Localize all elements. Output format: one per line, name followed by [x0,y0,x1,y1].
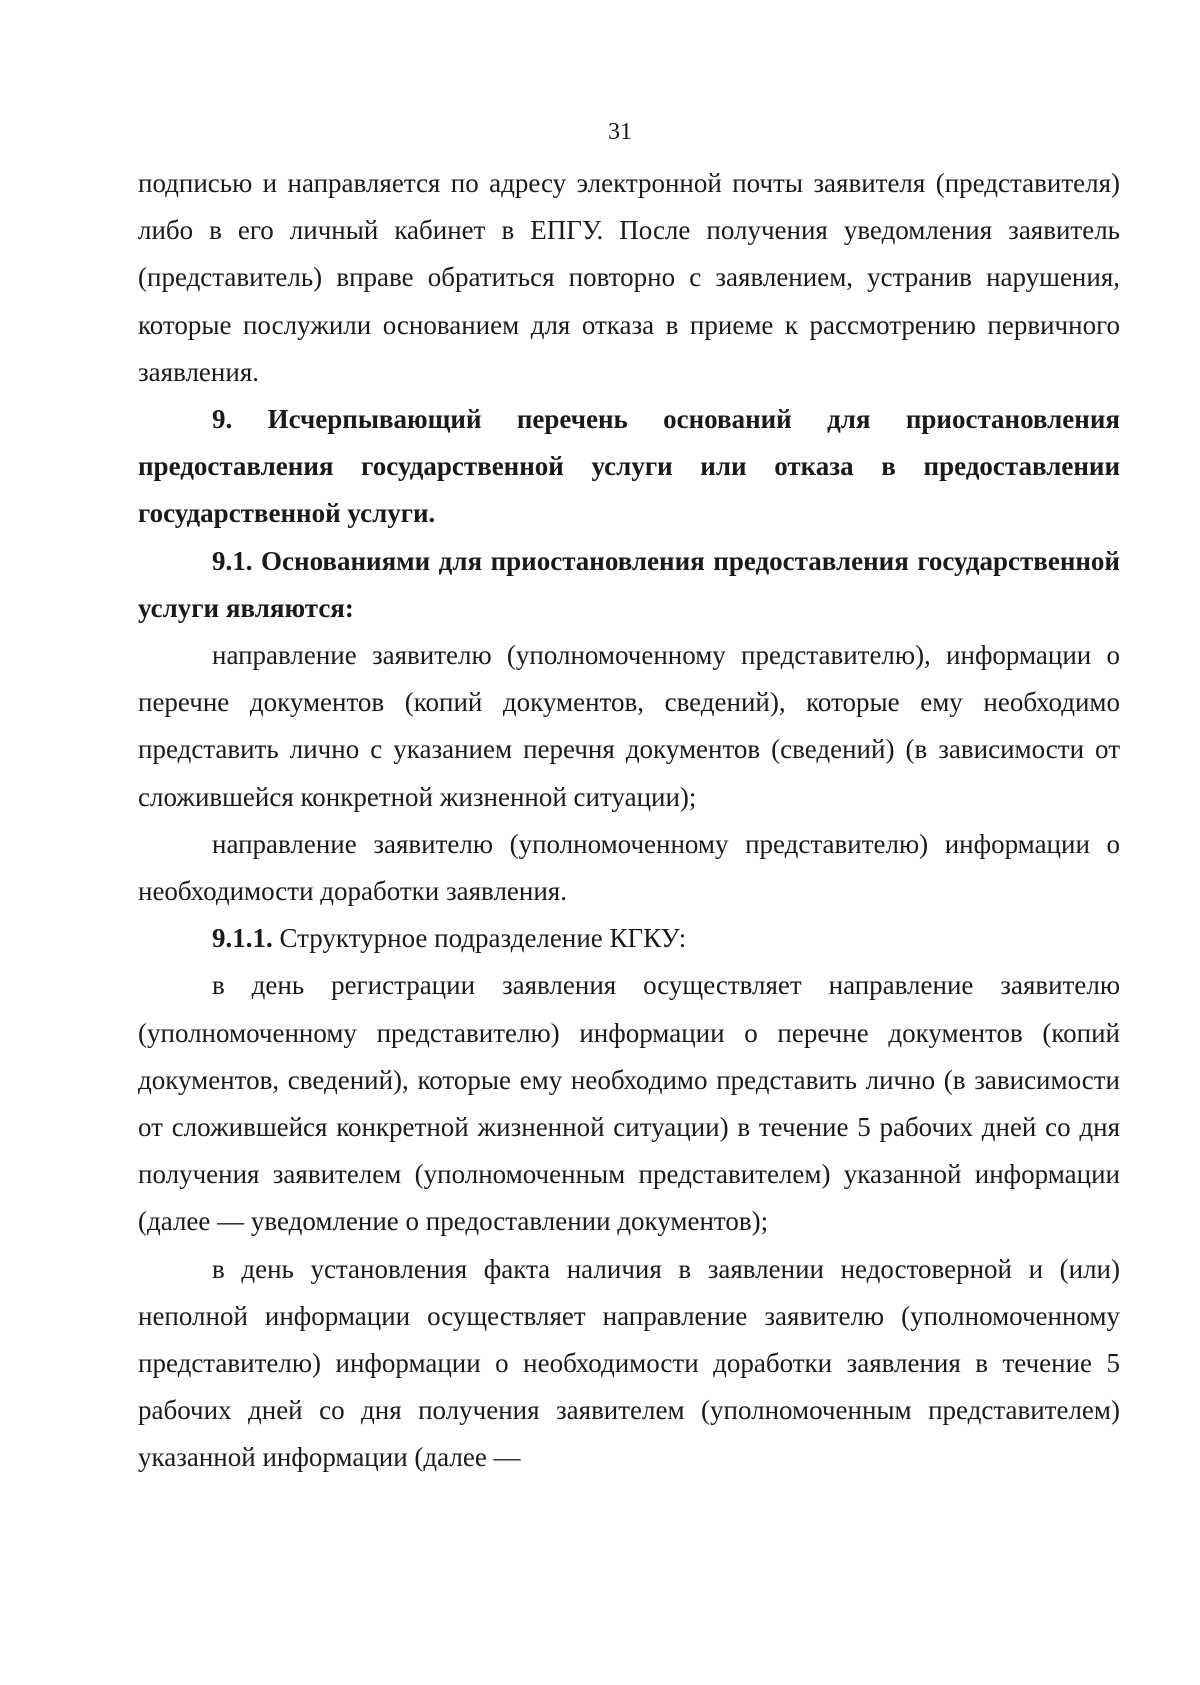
paragraph-inaccurate-info: в день установления факта наличия в заявлении недостоверной и (или) неполной информации осуществляет направление заявителю (уполномоченному представителю) информации о необходимости доработки заявления в течение 5 рабочих дней со дня получения заявителем (уполномоченным представителем) указанной информации (далее — [138,1253,1120,1473]
paragraph-9-1-1 [138,915,1120,962]
paragraph-revision-info: направление заявителю (уполномоченному представителю) информации о необходимости доработки заявления. [138,828,1120,907]
section-heading-9-1: 9.1. Основаниями для приостановления предоставления государственной услуги являются: [138,545,1120,623]
paragraph-registration-day: в день регистрации заявления осуществляет направление заявителю (уполномоченному представителю) информации о перечне документов (копий документов, сведений), которые ему необходимо представить лично (в зависимости от сложившейся конкретной жизненной ситуации) в течение 5 рабочих дней со дня получения заявителем (уполномоченным представителем) указанной информации (далее — уведомление о предоставлении документов); [138,970,1120,1237]
document-body [138,160,1120,1482]
clause-number: 9.1.1. [212,923,273,954]
clause-text: Структурное подразделение КГКУ: [272,923,687,954]
paragraph-documents-list: направление заявителю (уполномоченному представителю), информации о перечне документов (копий документов, сведений), которые ему необходимо представить лично с указанием перечня документов (сведений) (в зависимости от сложившейся конкретной жизненной ситуации); [138,640,1120,812]
page-number: 31 [608,119,632,145]
paragraph-continuation: подписью и направляется по адресу электронной почты заявителя (представителя) либо в его личный кабинет в ЕПГУ. После получения уведомления заявитель (представитель) вправе обратиться повторно с заявлением, устранив нарушения, которые послужили основанием для отказа в приеме к рассмотрению первичного заявления. [138,168,1120,387]
section-heading-9: 9. Исчерпывающий перечень оснований для приостановления предоставления государственной услуги или отказа в предоставлении государственной услуги. [138,404,1120,529]
